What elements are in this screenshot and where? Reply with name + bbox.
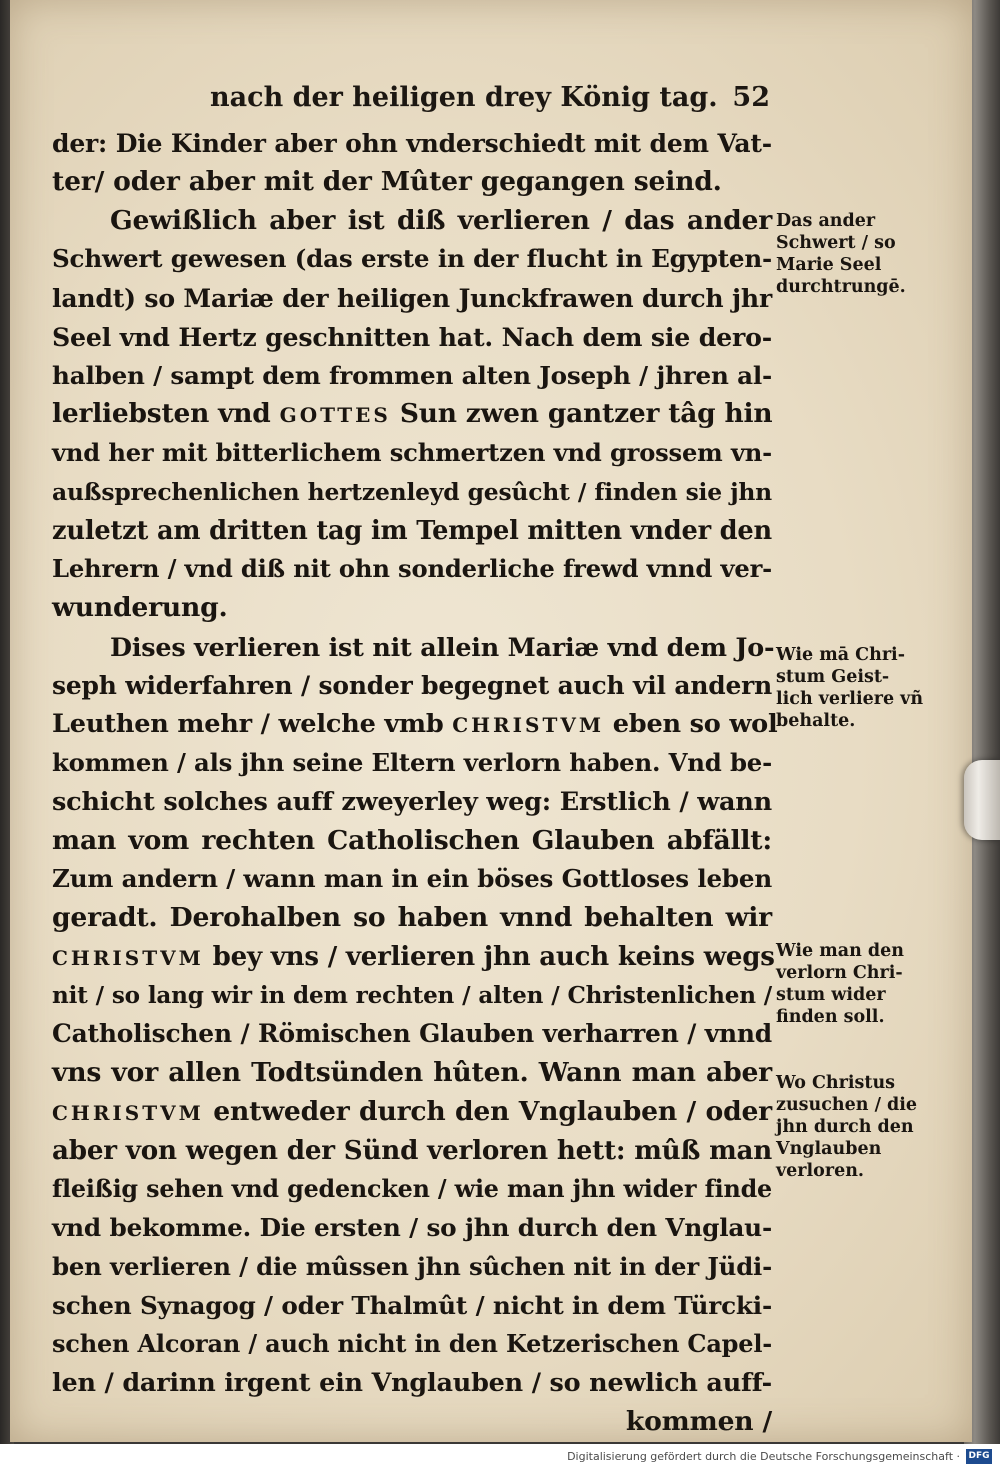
text-line: Lehrern / vnd diß nit ohn sonderliche frewd vnnd ver- [52, 554, 772, 584]
page-number: 52 [732, 82, 770, 113]
small-caps-name: CHRISTVM [52, 1100, 204, 1125]
text-line: lerliebsten vnd GOTTES Sun zwen gantzer tâg hin [52, 398, 773, 430]
text-line: wunderung. [52, 592, 228, 623]
text-line: ter/ oder aber mit der Mûter gegangen seind. [52, 165, 722, 197]
margin-note-line: Wo Christus [776, 1073, 896, 1093]
margin-note-line: Marie Seel [776, 255, 882, 275]
text-line: kommen / als jhn seine Eltern verlorn haben. Vnd be- [52, 748, 772, 777]
text-line: Catholischen / Römischen Glauben verharren / vnnd [52, 1019, 772, 1049]
text-line: zuletzt am dritten tag im Tempel mitten vnder den [52, 515, 772, 546]
text-line: Zum andern / wann man in ein böses Gottloses leben [52, 864, 772, 894]
text-line: man vom rechten Catholischen Glauben abfällt: [52, 824, 772, 856]
text-line: nit / so lang wir in dem rechten / alten / Christenlichen / [52, 981, 772, 1009]
text-line: Seel vnd Hertz geschnitten hat. Nach dem sie dero- [52, 321, 772, 352]
text-line: fleißig sehen vnd gedencken / wie man jhn wider finde [52, 1175, 772, 1204]
text-line: ben verlieren / die mûssen jhn sûchen nit in der Jüdi- [52, 1251, 772, 1281]
text-line: vnd bekomme. Die ersten / so jhn durch den Vnglau- [52, 1213, 772, 1242]
text-line: Gewißlich aber ist diß verlieren / das ander [110, 204, 772, 236]
margin-note-line: durchtrungē. [776, 277, 906, 297]
dfg-logo-icon: DFG [966, 1449, 992, 1464]
margin-note-where-christ [776, 1072, 916, 1182]
margin-note-line: Schwert / so [776, 233, 896, 253]
text-line: der: Die Kinder aber ohn vnderschiedt mit dem Vat- [52, 128, 772, 158]
text-line: Leuthen mehr / welche vmb CHRISTVM eben so wol [52, 709, 778, 740]
text-line: geradt. Derohalben so haben vnnd behalten wir [52, 902, 772, 933]
margin-note-line: zusuchen / die [776, 1095, 918, 1115]
margin-note-line: Wie mā Chri- [776, 645, 905, 665]
text-line: landt) so Mariæ der heiligen Junckfrawen durch jhr [52, 283, 772, 313]
margin-note-sword [776, 210, 916, 298]
text-line: Schwert gewesen (das erste in der flucht in Egypten- [52, 244, 772, 274]
margin-note-line: Das ander [776, 211, 876, 231]
page-header [210, 82, 770, 126]
text-line: CHRISTVM entweder durch den Vnglauben / oder [52, 1095, 772, 1127]
margin-note-line: stum wider [776, 985, 886, 1005]
small-caps-name: CHRISTVM [52, 945, 204, 970]
text-line: schen Synagog / oder Thalmût / nicht in dem Türcki- [52, 1290, 772, 1320]
margin-note-find-christ [776, 940, 916, 1028]
margin-note-line: jhn durch den [776, 1117, 914, 1137]
margin-note-line: Vnglauben [776, 1139, 882, 1159]
text-line: halben / sampt dem frommen alten Joseph / jhren al- [52, 360, 772, 390]
margin-note-lose-christ [776, 644, 924, 732]
book-page [10, 0, 972, 1442]
margin-note-line: verloren. [776, 1161, 865, 1181]
margin-note-line: behalte. [776, 711, 856, 731]
small-caps-name: CHRISTVM [452, 713, 605, 738]
text-line: len / darinn irgent ein Vnglauben / so newlich auff- [52, 1368, 772, 1398]
text-line: CHRISTVM bey vns / verlieren jhn auch keins wegs [52, 941, 775, 972]
text-line: seph widerfahren / sonder begegnet auch vil andern [52, 670, 772, 700]
funding-credit: Digitalisierung gefördert durch die Deutsche Forschungsgemeinschaft · [567, 1450, 960, 1463]
catchword: kommen / [625, 1405, 772, 1437]
text-line: Dises verlieren ist nit allein Mariæ vnd dem Jo- [110, 631, 775, 662]
text-line: vns vor allen Todtsünden hûten. Wann man aber [52, 1057, 772, 1088]
main-text-block [52, 124, 778, 1442]
margin-note-line: finden soll. [776, 1007, 885, 1027]
text-line: außsprechenlichen hertzenleyd gesûcht / finden sie jhn [52, 477, 772, 506]
text-line: aber von wegen der Sünd verloren hett: mûß man [52, 1134, 773, 1166]
margin-note-line: verlorn Chri- [776, 963, 903, 983]
page-clip [964, 760, 1000, 840]
text-line: vnd her mit bitterlichem schmertzen vnd grossem vn- [52, 438, 772, 467]
footer-bar [0, 1444, 1000, 1470]
small-caps-name: GOTTES [279, 403, 391, 428]
margin-note-line: stum Geist- [776, 667, 890, 687]
margin-note-line: Wie man den [776, 941, 904, 961]
text-line: schen Alcoran / auch nicht in den Ketzerischen Capel- [52, 1329, 772, 1359]
running-title: nach der heiligen drey König tag. [210, 82, 718, 113]
margin-note-line: lich verliere vñ [776, 689, 924, 709]
text-line: schicht solches auff zweyerley weg: Erstlich / wann [52, 786, 772, 817]
